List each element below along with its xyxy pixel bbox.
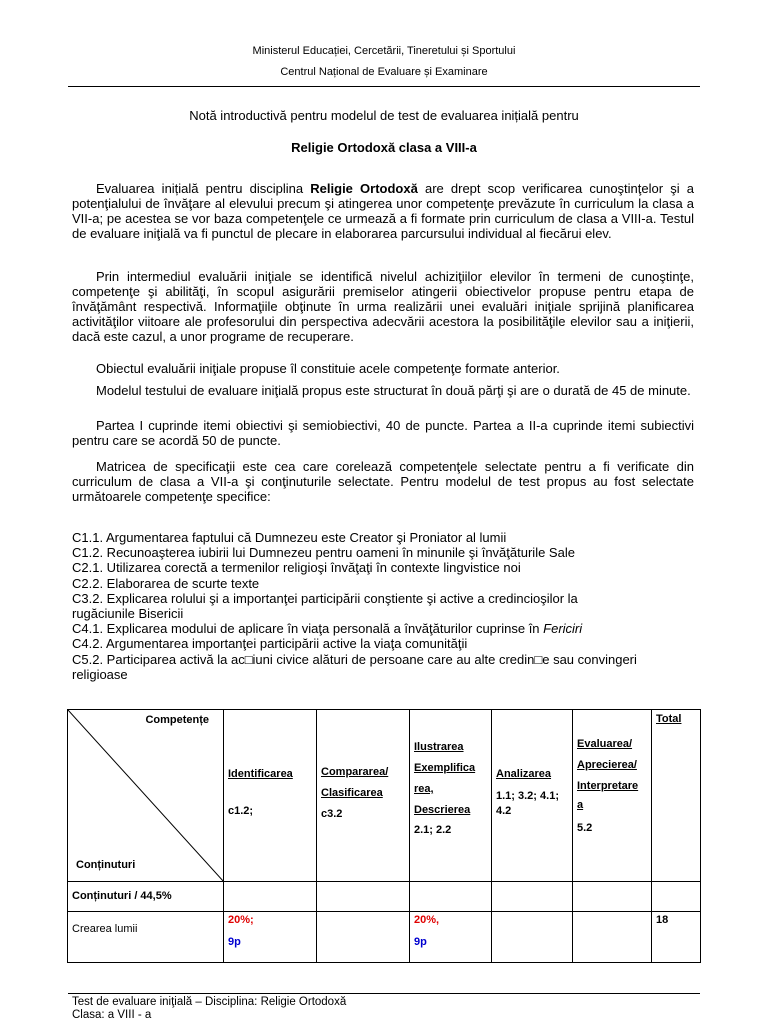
cell-percent: 20%,: [414, 914, 440, 926]
row-label-cell: Crearea lumii: [68, 912, 224, 963]
column-name: Exemplifica: [414, 762, 476, 774]
matrix-cell: [492, 882, 573, 912]
competence-item: C5.2. Participarea activă la ac□iuni civice alături de persoane care au alte credin□e sau convingeri: [72, 651, 637, 667]
column-analizarea: [492, 710, 573, 882]
column-name: Ilustrarea: [414, 741, 464, 753]
header-divider: [68, 86, 700, 87]
paragraph-4: [72, 383, 694, 398]
column-codes: c3.2: [321, 808, 343, 820]
competence-item: C1.2. Recunoaşterea iubirii lui Dumnezeu pentru oameni în minunile şi învăţăturile Sale: [72, 545, 575, 561]
matrix-cell: [410, 912, 492, 963]
paragraph-4-text: Modelul testului de evaluare iniţială propus este structurat în două părţi şi are o durată de 45 de minute.: [96, 383, 691, 398]
matrix-row-crearea-lumii: [68, 912, 701, 963]
column-name: Clasificarea: [321, 787, 383, 799]
paragraph-1-start: Evaluarea inițială pentru disciplina: [96, 181, 311, 196]
paragraph-6-text: Matricea de specificaţii este cea care corelează competenţele selectate pentru a fi verificate din curriculum de clasa a VII-a şi conţinuturile selectate. Pentru modelul de test propus au fost selectate următoarele competenţe specifice:: [72, 459, 694, 504]
footer-divider: [68, 993, 700, 994]
column-evaluarea: [573, 710, 652, 882]
column-codes: c1.2;: [228, 805, 254, 817]
paragraph-1-rest: are drept scop verificarea cunoştinţelor şi a potenţialului de învăţare al elevului precum şi atingerea unor competenţe prevăzute în curriculum la clasa a VII-a; pe acestea se vor baza competenţele ce urmează a fi formate prin curriculum de clasa a VIII-a. Testul de evaluare iniţială va fi punctul de plecare in elaborarea parcursului individual al fiecărui elev.: [72, 181, 694, 241]
column-name: Identificarea: [228, 768, 293, 780]
paragraph-3: [72, 361, 694, 376]
column-name: Descrierea: [414, 804, 471, 816]
matrix-cell: [573, 912, 652, 963]
paragraph-5: [72, 418, 694, 448]
paragraph-1: [72, 181, 694, 241]
column-ilustrarea: [410, 710, 492, 882]
matrix-cell: [573, 882, 652, 912]
competence-item: C2.1. Utilizarea corectă a termenilor religioşi învăţaţi în contexte lingvistice noi: [72, 560, 521, 576]
competence-item: [72, 621, 702, 636]
corner-competences-label: Competențe: [145, 714, 209, 726]
matrix-corner-cell: [68, 710, 224, 882]
competence-item: rugăciunile Bisericii: [72, 606, 184, 622]
matrix-cell: [410, 882, 492, 912]
competence-item: C1.1. Argumentarea faptului că Dumnezeu este Creator şi Proniator al lumii: [72, 530, 507, 545]
matrix-cell: [224, 882, 317, 912]
column-name: Total: [656, 713, 682, 725]
document-subject: Religie Ortodoxă clasa a VIII-a: [291, 140, 477, 155]
specification-matrix: [67, 709, 701, 963]
corner-diagonal: [68, 710, 224, 882]
column-name: Interpretare: [577, 780, 639, 792]
column-name: Evaluarea/: [577, 738, 633, 750]
paragraph-2: [72, 269, 694, 344]
footer-line-2: Clasa: a VIII - a: [72, 1009, 152, 1021]
paragraph-6: [72, 459, 694, 504]
paragraph-3-text: Obiectul evaluării iniţiale propuse îl constituie acele competenţe formate anterior.: [96, 361, 560, 376]
competence-item: religioase: [72, 666, 128, 682]
competences-list: [72, 530, 702, 682]
column-codes: 2.1; 2.2: [414, 824, 452, 836]
header-center: Centrul Național de Evaluare și Examinare: [280, 66, 488, 78]
matrix-contents-row: [68, 882, 701, 912]
column-name: rea,: [414, 783, 434, 795]
competence-item-italic: Fericiri: [543, 621, 583, 637]
column-codes: 5.2: [577, 822, 593, 834]
footer-line-1: Test de evaluare iniţială – Disciplina: Religie Ortodoxă: [72, 996, 347, 1008]
competence-item: C3.2. Explicarea rolului şi a importanţei participării conştiente şi active a credincioşilor la: [72, 590, 578, 606]
paragraph-5-text: Partea I cuprinde itemi obiectivi şi semiobiectivi, 40 de puncte. Partea a II-a cuprinde itemi subiectivi pentru care se acordă 50 de puncte.: [72, 418, 694, 448]
column-codes: 4.2: [496, 805, 512, 817]
matrix-cell: [652, 882, 701, 912]
column-name: Aprecierea/: [577, 759, 637, 771]
column-name: Compararea/: [321, 766, 389, 778]
cell-total: 18: [656, 914, 669, 926]
header-ministry: Ministerul Educației, Cercetării, Tineretului și Sportului: [252, 45, 516, 57]
matrix-cell: [317, 912, 410, 963]
column-compararea: [317, 710, 410, 882]
competence-item: C4.2. Argumentarea importanţei participării active la viaţa comunităţii: [72, 636, 468, 652]
matrix-header-row: [68, 710, 701, 882]
matrix-cell: [317, 882, 410, 912]
cell-percent: 20%;: [228, 914, 254, 926]
matrix-cell: [224, 912, 317, 963]
cell-points: 9p: [414, 936, 427, 948]
column-codes: 1.1; 3.2; 4.1;: [496, 790, 559, 802]
column-name: a: [577, 799, 584, 811]
column-name: Analizarea: [496, 768, 552, 780]
matrix-cell: [652, 912, 701, 963]
column-identificarea: [224, 710, 317, 882]
cell-points: 9p: [228, 936, 241, 948]
document-title: Notă introductivă pentru modelul de test de evaluarea inițială pentru: [189, 108, 579, 123]
matrix-cell: [492, 912, 573, 963]
competence-item: C2.2. Elaborarea de scurte texte: [72, 575, 260, 591]
contents-label-cell: Conținuturi / 44,5%: [68, 882, 224, 912]
competence-item-text: C4.1. Explicarea modului de aplicare în viaţa personală a învăţăturilor cuprinse în: [72, 621, 544, 637]
corner-contents-label: Conținuturi: [76, 859, 136, 871]
paragraph-2-text: Prin intermediul evaluării iniţiale se identifică nivelul achiziţiilor elevilor în termeni de cunoştinţe, competenţe şi abilităţi, în scopul asigurării premiselor atingerii obiectivelor propuse pentru etapa de învăţământ respectivă. Informaţiile obţinute în urma realizării unei evaluări iniţiale sprijină planificarea activităţilor viitoare ale profesorului din perspectiva adecvării acestora la posibilităţile elevilor sau a iniţierii, dacă este cazul, a unor programe de recuperare.: [72, 269, 694, 344]
paragraph-1-bold: Religie Ortodoxă: [310, 181, 418, 196]
column-total: [652, 710, 701, 882]
